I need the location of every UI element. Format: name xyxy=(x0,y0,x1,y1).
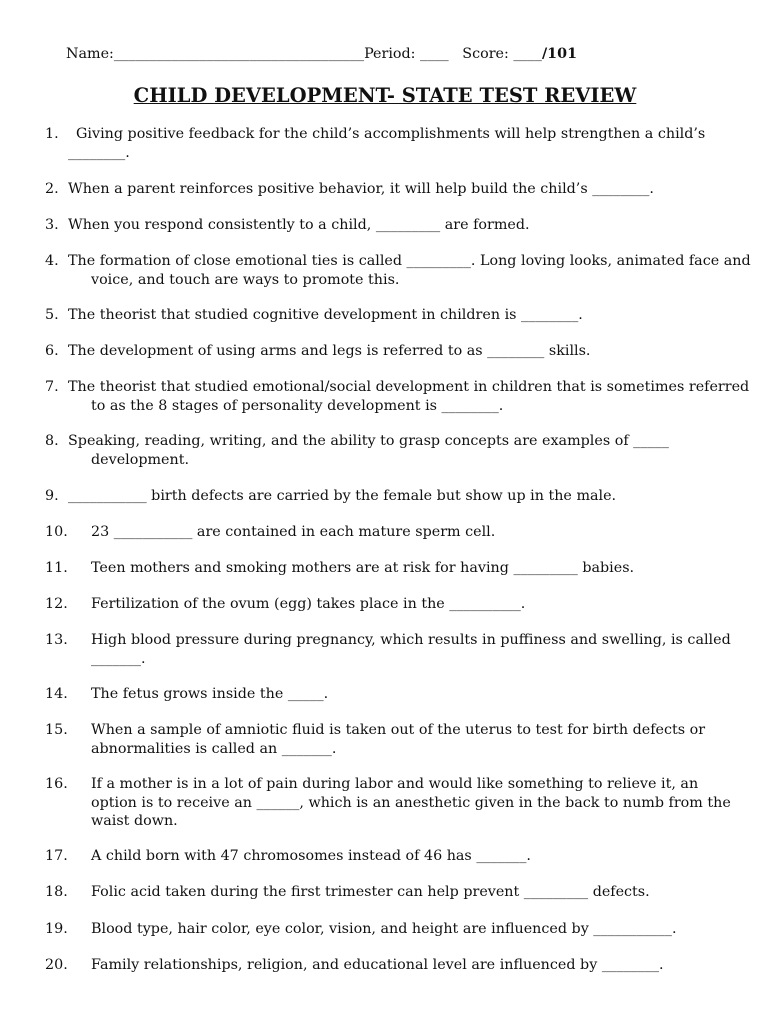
question-text: The theorist that studied cognitive development in children is ________. xyxy=(68,307,583,323)
question-text: When a sample of amniotic fluid is taken out of the uterus to test for birth defects or abnormalities is called an _______. xyxy=(91,722,706,757)
question-number: 11. xyxy=(45,560,68,576)
question-text: A child born with 47 chromosomes instead of 46 has _______. xyxy=(91,848,531,864)
question-number: 3. xyxy=(45,217,59,233)
question-text: Folic acid taken during the first trimester can help prevent _________ defects. xyxy=(91,884,650,900)
period-label: Period: xyxy=(364,46,416,62)
question-number: 10. xyxy=(45,524,68,540)
question-number: 20. xyxy=(45,957,68,973)
question-text: If a mother is in a lot of pain during labor and would like something to relieve it, an option is to receive an ______, which is an anesthetic given in the back to numb from the waist down. xyxy=(91,776,731,829)
period-blank: ____ xyxy=(420,46,449,62)
question-number: 1. xyxy=(45,126,59,142)
score-label: Score: xyxy=(462,46,509,62)
question-text: Fertilization of the ovum (egg) takes place in the __________. xyxy=(91,596,526,612)
question-text: Blood type, hair color, eye color, vision, and height are influenced by ___________. xyxy=(91,921,677,937)
question-number: 9. xyxy=(45,488,59,504)
question-number: 4. xyxy=(45,253,59,269)
question-number: 5. xyxy=(45,307,59,323)
question-text: ___________ birth defects are carried by the female but show up in the male. xyxy=(68,488,617,504)
score-blank: ____ xyxy=(513,46,542,62)
question-number: 14. xyxy=(45,686,68,702)
score-total: /101 xyxy=(541,46,578,62)
question-text: Family relationships, religion, and educational level are influenced by ________. xyxy=(91,957,664,973)
question-text: When you respond consistently to a child, _________ are formed. xyxy=(68,217,530,233)
header-line xyxy=(66,46,577,62)
name-blank: ___________________________________ xyxy=(113,46,365,62)
page-title: CHILD DEVELOPMENT- STATE TEST REVIEW xyxy=(133,84,637,107)
question-text: The development of using arms and legs is referred to as ________ skills. xyxy=(68,343,591,359)
question-number: 15. xyxy=(45,722,68,738)
question-text: The formation of close emotional ties is called _________. Long loving looks, animated face and voice, and touch are ways to promote this. xyxy=(68,253,751,288)
question-text: The fetus grows inside the _____. xyxy=(91,686,329,702)
question-number: 17. xyxy=(45,848,68,864)
question-text: High blood pressure during pregnancy, which results in puffiness and swelling, is called _______. xyxy=(91,632,731,667)
question-number: 2. xyxy=(45,181,59,197)
question-text: The theorist that studied emotional/social development in children that is sometimes referred to as the 8 stages of personality development is ________. xyxy=(68,379,750,414)
question-text: Speaking, reading, writing, and the ability to grasp concepts are examples of _____ development. xyxy=(68,433,669,468)
question-number: 13. xyxy=(45,632,68,648)
question-text: Giving positive feedback for the child’s accomplishments will help strengthen a child’s ________. xyxy=(68,126,706,161)
question-number: 16. xyxy=(45,776,68,792)
question-text: 23 ___________ are contained in each mature sperm cell. xyxy=(91,524,496,540)
question-number: 8. xyxy=(45,433,59,449)
question-number: 19. xyxy=(45,921,68,937)
question-number: 18. xyxy=(45,884,68,900)
name-label: Name: xyxy=(66,46,114,62)
question-number: 6. xyxy=(45,343,59,359)
question-text: Teen mothers and smoking mothers are at risk for having _________ babies. xyxy=(91,560,635,576)
question-text: When a parent reinforces positive behavior, it will help build the child’s ________. xyxy=(68,181,654,197)
question-number: 12. xyxy=(45,596,68,612)
question-number: 7. xyxy=(45,379,59,395)
